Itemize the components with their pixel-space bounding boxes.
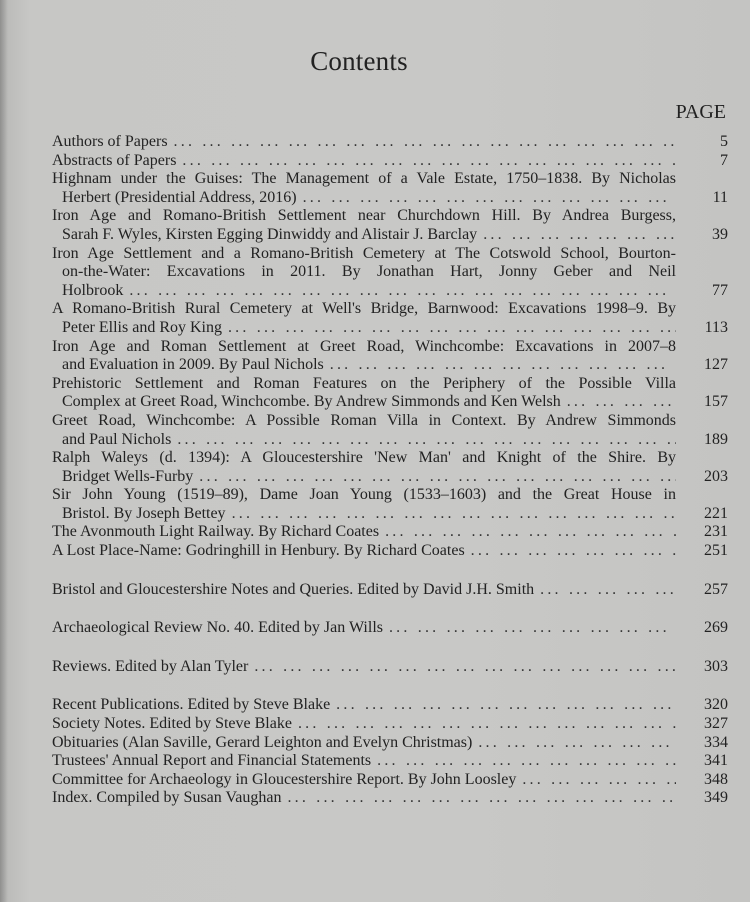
- toc-entry-text: The Avonmouth Light Railway. By Richard Coates: [52, 523, 380, 541]
- dot-leader: [228, 319, 676, 338]
- page-title: Contents: [310, 46, 408, 76]
- toc-entry-line: [52, 263, 728, 282]
- toc-entry: [52, 771, 728, 790]
- toc-entry-line: [52, 245, 728, 264]
- dot-leader: [478, 734, 676, 753]
- toc-entry-text: Authors of Papers: [52, 133, 168, 150]
- toc-page-number: 77: [712, 281, 728, 299]
- toc-entry: [52, 715, 728, 734]
- toc-entry-line: [52, 300, 728, 319]
- toc-entry-text: Index. Compiled by Susan Vaughan: [52, 789, 282, 807]
- toc-entry-line: [52, 658, 728, 677]
- toc-entry: [52, 752, 728, 771]
- toc-entry-line: [52, 189, 728, 208]
- toc-entry-line: [52, 152, 728, 171]
- toc-entry-text: on-the-Water: Excavations in 2011. By Jonathan Hart, Jonny Geber and Neil: [62, 263, 676, 281]
- toc-entry-text: Iron Age and Romano-British Settlement near Churchdown Hill. By Andrea Burgess,: [52, 207, 676, 225]
- toc-entry-line: [52, 282, 728, 301]
- toc-entry: [52, 207, 728, 244]
- toc-entry: [52, 449, 728, 486]
- toc-entry: [52, 152, 728, 171]
- toc-entry-line: [52, 375, 728, 394]
- toc-entry-line: [52, 715, 728, 734]
- toc-page-number: 203: [704, 467, 728, 485]
- toc-page-number: 269: [704, 619, 728, 637]
- toc-entry-text: Highnam under the Guises: The Management of a Vale Estate, 1750–1838. By Nicholas: [52, 170, 676, 188]
- dot-leader: [174, 133, 676, 152]
- toc-entry-line: [52, 133, 728, 152]
- dot-leader: [336, 696, 676, 715]
- toc-entry: [52, 133, 728, 152]
- toc-entry-text: Committee for Archaeology in Gloucestershire Report. By John Loosley: [52, 770, 517, 788]
- toc-page-number: 189: [704, 430, 728, 448]
- toc-entry-text: and Evaluation in 2009. By Paul Nichols: [62, 356, 324, 374]
- toc-entry-line: [52, 319, 728, 338]
- toc-entry: [52, 412, 728, 449]
- toc-entry-text: Trustees' Annual Report and Financial Statements: [52, 752, 372, 770]
- toc-page-number: 341: [704, 752, 728, 770]
- toc-entry-line: [52, 505, 728, 524]
- toc-entry-text: Greet Road, Winchcombe: A Possible Roman Villa in Context. By Andrew Simmonds: [52, 411, 676, 429]
- toc-entry-line: [52, 523, 728, 542]
- toc-entry-text: Recent Publications. Edited by Steve Blake: [52, 696, 331, 714]
- toc-entry: [52, 338, 728, 375]
- toc-entry-text: Sir John Young (1519–89), Dame Joan Young (1533–1603) and the Great House in: [52, 486, 676, 504]
- toc-entry-line: [52, 431, 728, 450]
- toc-entry-text: Society Notes. Edited by Steve Blake: [52, 715, 292, 733]
- toc-entry: [52, 542, 728, 561]
- toc-entry-text: Sarah F. Wyles, Kirsten Egging Dinwiddy and Alistair J. Barclay: [62, 225, 478, 243]
- toc-entry-line: [52, 226, 728, 245]
- toc-page-number: 11: [712, 188, 728, 206]
- dot-leader: [303, 189, 676, 208]
- dot-leader: [389, 619, 676, 638]
- toc-entry: [52, 375, 728, 412]
- dot-leader: [330, 356, 676, 375]
- toc-page-number: 257: [704, 580, 728, 598]
- toc-entry-text: Bristol. By Joseph Bettey: [62, 504, 226, 522]
- toc-entry: [52, 523, 728, 542]
- dot-leader: [298, 715, 676, 734]
- toc-entry-text: Obituaries (Alan Saville, Gerard Leighton and Evelyn Christmas): [52, 733, 473, 751]
- toc-entry: [52, 658, 728, 677]
- toc-entry-line: [52, 468, 728, 487]
- toc-entry-text: Peter Ellis and Roy King: [62, 318, 222, 336]
- toc-entry-line: [52, 752, 728, 771]
- toc-entry-text: Bridget Wells-Furby: [62, 467, 194, 485]
- toc-entry-text: Abstracts of Papers: [52, 151, 177, 169]
- dot-leader: [129, 282, 676, 301]
- toc-entry: [52, 619, 728, 638]
- toc-page-number: 113: [704, 318, 728, 336]
- dot-leader: [287, 789, 676, 808]
- dot-leader: [522, 771, 676, 790]
- toc-entry-text: Complex at Greet Road, Winchcombe. By Andrew Simmonds and Ken Welsh: [62, 393, 561, 411]
- dot-leader: [199, 468, 676, 487]
- toc-page-number: 157: [704, 393, 728, 411]
- toc-entry: [52, 696, 728, 715]
- toc-page-number: 231: [704, 523, 728, 541]
- toc-entry: [52, 245, 728, 301]
- dot-leader: [567, 393, 676, 412]
- toc-page-number: 348: [704, 770, 728, 788]
- toc-entry: [52, 581, 728, 600]
- toc-page-number: 320: [704, 696, 728, 714]
- toc-entry-text: Reviews. Edited by Alan Tyler: [52, 657, 249, 675]
- dot-leader: [471, 542, 676, 561]
- page-column-header: PAGE: [675, 101, 726, 123]
- toc-entry-line: [52, 771, 728, 790]
- toc-entry-line: [52, 338, 728, 357]
- dot-leader: [540, 581, 676, 600]
- table-of-contents: [52, 133, 728, 808]
- toc-entry: [52, 789, 728, 808]
- toc-page-number: 334: [704, 733, 728, 751]
- toc-entry-line: [52, 581, 728, 600]
- toc-entry: [52, 170, 728, 207]
- toc-entry-line: [52, 449, 728, 468]
- toc-entry-text: Iron Age Settlement and a Romano-British Cemetery at The Cotswold School, Bourton-: [52, 244, 676, 262]
- toc-entry-line: [52, 734, 728, 753]
- toc-entry-line: [52, 486, 728, 505]
- toc-page-number: 327: [704, 715, 728, 733]
- dot-leader: [483, 226, 676, 245]
- toc-page-number: 349: [704, 789, 728, 807]
- dot-leader: [177, 431, 676, 450]
- toc-entry: [52, 300, 728, 337]
- toc-entry-line: [52, 696, 728, 715]
- toc-entry-text: Prehistoric Settlement and Roman Features on the Periphery of the Possible Villa: [52, 374, 676, 392]
- toc-entry: [52, 734, 728, 753]
- dot-leader: [254, 658, 676, 677]
- toc-entry-line: [52, 619, 728, 638]
- toc-entry-text: Iron Age and Roman Settlement at Greet Road, Winchcombe: Excavations in 2007–8: [52, 337, 676, 355]
- toc-page-number: 303: [704, 657, 728, 675]
- toc-entry-text: Bristol and Gloucestershire Notes and Queries. Edited by David J.H. Smith: [52, 580, 535, 598]
- toc-entry-text: Ralph Waleys (d. 1394): A Gloucestershire 'New Man' and Knight of the Shire. By: [52, 449, 676, 467]
- toc-entry-line: [52, 789, 728, 808]
- toc-entry-line: [52, 356, 728, 375]
- toc-entry: [52, 486, 728, 523]
- toc-entry-line: [52, 542, 728, 561]
- toc-entry-line: [52, 207, 728, 226]
- toc-page-number: 7: [720, 151, 728, 169]
- toc-page-number: 5: [720, 133, 728, 150]
- dot-leader: [377, 752, 676, 771]
- toc-page-number: 221: [704, 504, 728, 522]
- toc-entry-text: Holbrook: [62, 281, 124, 299]
- toc-entry-text: A Romano-British Rural Cemetery at Well's Bridge, Barnwood: Excavations 1998–9. By: [52, 300, 676, 318]
- toc-page-number: 39: [712, 225, 728, 243]
- toc-entry-text: A Lost Place-Name: Godringhill in Henbury. By Richard Coates: [52, 542, 465, 560]
- toc-entry-text: and Paul Nichols: [62, 430, 172, 448]
- toc-entry-text: Archaeological Review No. 40. Edited by Jan Wills: [52, 619, 383, 637]
- toc-page-number: 127: [704, 356, 728, 374]
- toc-entry-text: Herbert (Presidential Address, 2016): [62, 188, 297, 206]
- toc-entry-line: [52, 412, 728, 431]
- toc-entry-line: [52, 170, 728, 189]
- dot-leader: [182, 152, 676, 171]
- toc-page-number: 251: [704, 542, 728, 560]
- dot-leader: [232, 505, 676, 524]
- toc-entry-line: [52, 393, 728, 412]
- dot-leader: [385, 523, 676, 542]
